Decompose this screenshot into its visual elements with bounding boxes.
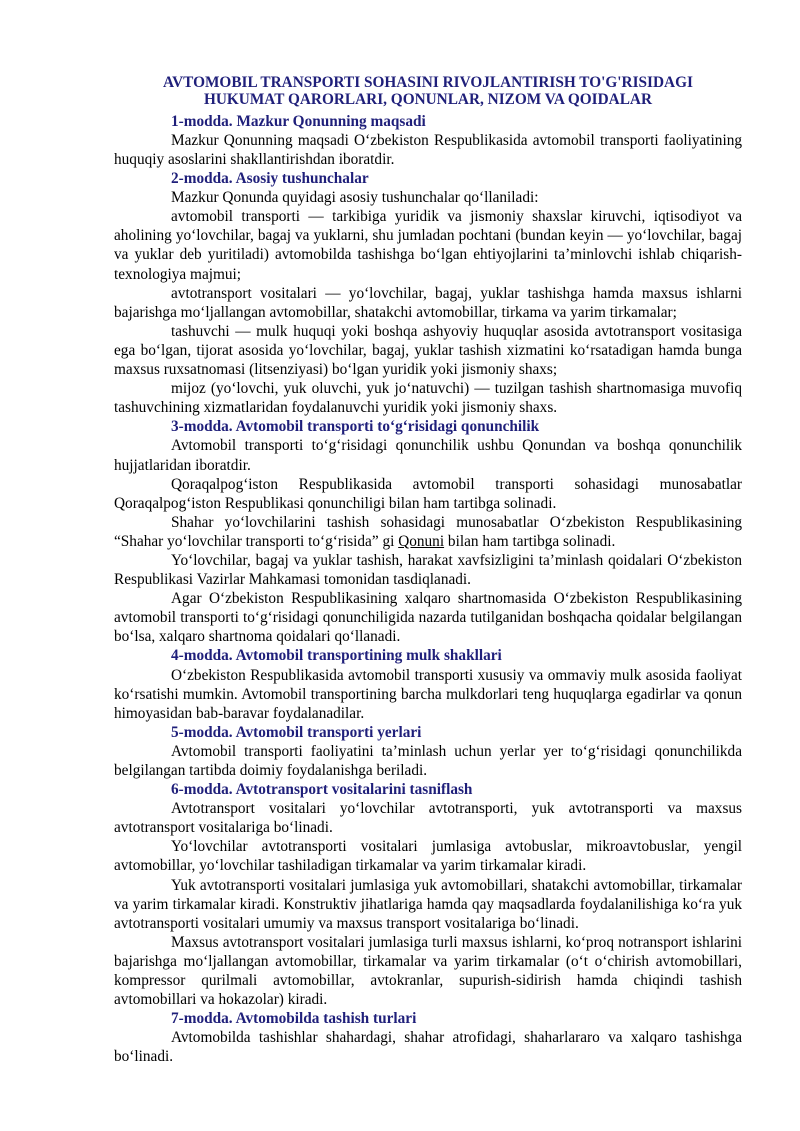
article-heading: 7-modda. Avtomobilda tashish turlari: [171, 1010, 417, 1028]
article-heading: 6-modda. Avtotransport vositalarini tasniflash: [171, 781, 473, 799]
paragraph: mijoz (yo‘lovchi, yuk oluvchi, yuk jo‘natuvchi) — tuzilgan tashish shartnomasiga muvofiq tashuvchining xizmatlaridan foydalanuvchi yuridik yoki jismoniy shaxs.: [114, 380, 742, 417]
document-page: [114, 74, 742, 1067]
paragraph: Yo‘lovchilar avtotransporti vositalari jumlasiga avtobuslar, mikroavtobuslar, yengil avtomobillar, yo‘lovchilar tashiladigan tirkamalar va yarim tirkamalar kiradi.: [114, 838, 742, 875]
paragraph: Avtomobilda tashishlar shahardagi, shahar atrofidagi, shaharlararo va xalqaro tashishga bo‘linadi.: [114, 1029, 742, 1066]
paragraph-text: Shahar yo‘lovchilarini tashish sohasidagi munosabatlar O‘zbekiston Respublikasining “Shahar yo‘lovchilar transporti to‘g‘risida” gi: [114, 513, 742, 550]
paragraph: Yo‘lovchilar, bagaj va yuklar tashish, harakat xavfsizligini ta’minlash qoidalari O‘zbekiston Respublikasi Vazirlar Mahkamasi tomonidan tasdiqlanadi.: [114, 551, 742, 589]
article-heading: 5-modda. Avtomobil transporti yerlari: [171, 723, 422, 741]
paragraph: tashuvchi — mulk huquqi yoki boshqa ashyoviy huquqlar asosida avtotransport vositasiga ega bo‘lgan, tijorat asosida yo‘lovchilar, bagaj, yuklar tashish xizmatini ko‘rsatadigan hamda bunga maxsus ruxsatnomasi (litsenziyasi) bo‘lgan yuridik yoki jismoniy shaxs;: [114, 322, 742, 379]
paragraph: Qoraqalpog‘iston Respublikasida avtomobil transporti sohasidagi munosabatlar Qoraqalpog‘iston Respublikasi qonunchiligi bilan ham tartibga solinadi.: [114, 475, 742, 512]
paragraph: Avtotransport vositalari yo‘lovchilar avtotransporti, yuk avtotransporti va maxsus avtotransport vositalariga bo‘linadi.: [114, 800, 742, 837]
article-heading: 2-modda. Asosiy tushunchalar: [171, 170, 369, 188]
law-link[interactable]: Qonuni: [398, 532, 445, 550]
paragraph: Agar O‘zbekiston Respublikasining xalqaro shartnomasida O‘zbekiston Respublikasining avtomobil transporti to‘g‘risidagi qonunchiligida nazarda tutilganidan boshqacha qoidalar belgilangan bo‘lsa, xalqaro shartnoma qoidalari qo‘llanadi.: [114, 590, 742, 646]
paragraph: Mazkur Qonunda quyidagi asosiy tushunchalar qo‘llaniladi:: [171, 189, 539, 207]
paragraph-with-law-link: [114, 513, 742, 551]
paragraph-text: bilan ham tartibga solinadi.: [444, 532, 616, 550]
paragraph: Mazkur Qonunning maqsadi O‘zbekiston Respublikasida avtomobil transporti faoliyatining huquqiy asoslarini shakllantirishdan iboratdir.: [114, 131, 742, 168]
article-heading: 4-modda. Avtomobil transportining mulk shakllari: [171, 647, 502, 665]
document-title: [114, 74, 742, 109]
paragraph: avtomobil transporti — tarkibiga yuridik va jismoniy shaxslar kiruvchi, iqtisodiyot va aholining yo‘lovchilar, bagaj va yuklarni, shu jumladan pochtani (bundan keyin — yo‘lovchilar, bagaj va yuklar deb yuritiladi) avtomobilda tashishga bo‘lgan ehtiyojlarini ta’minlovchi ishlab chiqarish-texnologiya majmui;: [114, 208, 742, 283]
article-heading: 1-modda. Mazkur Qonunning maqsadi: [171, 112, 426, 130]
article-heading: 3-modda. Avtomobil transporti to‘g‘risidagi qonunchilik: [171, 418, 540, 436]
paragraph: Maxsus avtotransport vositalari jumlasiga turli maxsus ishlarni, ko‘proq notransport ishlarini bajarishga mo‘ljallangan avtomobillar, tirkamalar va yarim tirkamalar (o‘t o‘chirish avtomobillari, kompressor qurilmali avtomobillar, avtokranlar, supurish-sidirish hamda chiqindi tashish avtomobillari va hokazolar) kiradi.: [114, 933, 742, 1009]
paragraph: Yuk avtotransporti vositalari jumlasiga yuk avtomobillari, shatakchi avtomobillar, tirkamalar va yarim tirkamalar kiradi. Konstruktiv jihatlariga hamda qay maqsadlarda foydalanilishiga ko‘ra yuk avtotransporti vositalari umumiy va maxsus transport vositalariga bo‘linadi.: [114, 876, 742, 932]
title-line-2: HUKUMAT QARORLARI, QONUNLAR, NIZOM VA QOIDALAR: [203, 91, 653, 109]
title-line-1: AVTOMOBIL TRANSPORTI SOHASINI RIVOJLANTIRISH TO'G'RISIDAGI: [163, 74, 693, 91]
paragraph: avtotransport vositalari — yo‘lovchilar, bagaj, yuklar tashishga hamda maxsus ishlarni bajarishga mo‘ljallangan avtomobillar, shatakchi avtomobillar, tirkama va yarim tirkamalar;: [114, 284, 742, 321]
paragraph: O‘zbekiston Respublikasida avtomobil transporti xususiy va ommaviy mulk asosida faoliyat ko‘rsatishi mumkin. Avtomobil transportining barcha mulkdorlari teng huquqlarga egadirlar va qonun himoyasidan bab-baravar foydalanadilar.: [114, 666, 742, 722]
paragraph: Avtomobil transporti to‘g‘risidagi qonunchilik ushbu Qonundan va boshqa qonunchilik hujjatlaridan iboratdir.: [114, 437, 742, 474]
paragraph: Avtomobil transporti faoliyatini ta’minlash uchun yerlar yer to‘g‘risidagi qonunchilikda belgilangan tartibda doimiy foydalanishga beriladi.: [114, 742, 742, 779]
